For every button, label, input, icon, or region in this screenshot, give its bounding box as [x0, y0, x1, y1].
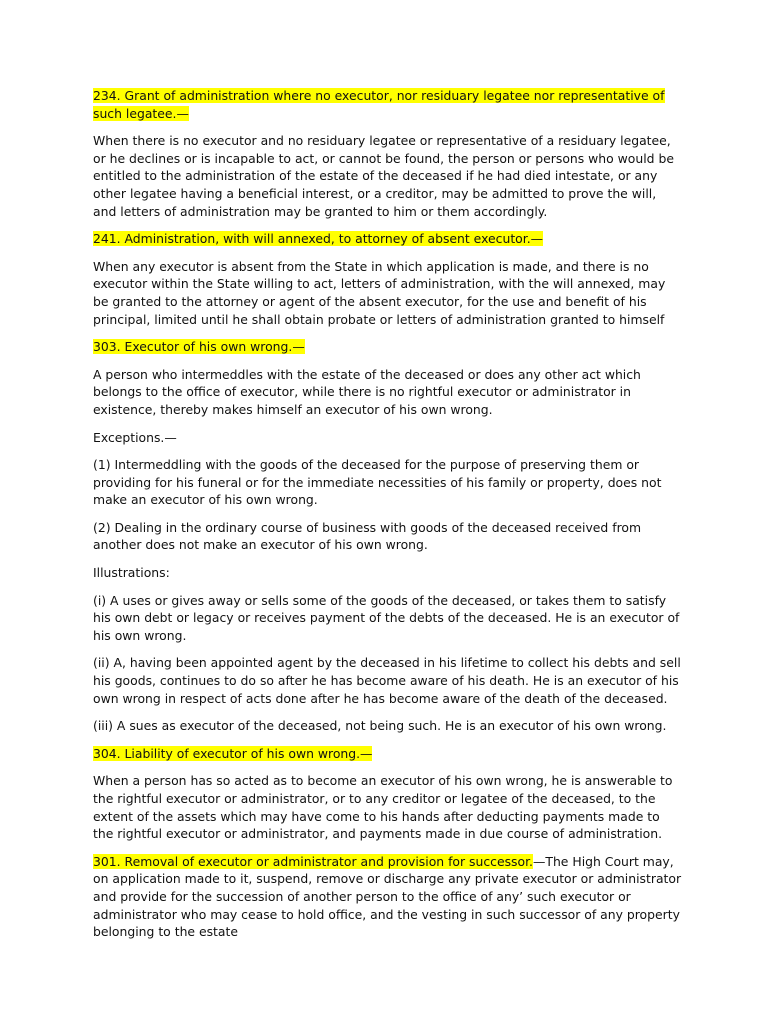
section-303-illustration-i: (i) A uses or gives away or sells some of the goods of the deceased, or takes them to satisfy his own debt or legacy or receives payment of the debts of the deceased. He is an executor of his own wrong. [93, 592, 680, 643]
highlighted-text: 301. Removal of executor or administrator and provision for successor. [93, 853, 533, 869]
section-303-heading [93, 338, 683, 356]
section-234-paragraph: When there is no executor and no residuary legatee or representative of a residuary legatee, or he declines or is incapable to act, or cannot be found, the person or persons who would be entitled to the administration of the estate of the deceased if he had died intestate, or any other legatee having a beneficial interest, or a creditor, may be admitted to prove the will, and letters of administration may be granted to him or them accordingly. [93, 133, 674, 219]
section-301-body: —The High Court may, on application made to it, suspend, remove or discharge any private executor or administrator and provide for the succession of another person to the office of any’ such executor or administrator who may cease to hold office, and the vesting in such successor of any property belonging to the estate [93, 853, 682, 940]
document-body [93, 87, 683, 951]
highlighted-text: 303. Executor of his own wrong.— [93, 339, 305, 355]
section-303-exception-1: (1) Intermeddling with the goods of the deceased for the purpose of preserving them or providing for his funeral or for the immediate necessities of his family or property, does not make an executor of his own wrong. [93, 457, 662, 508]
section-234-heading [93, 87, 683, 122]
section-303-illustration-ii: (ii) A, having been appointed agent by the deceased in his lifetime to collect his debts and sell his goods, continues to do so after he has become aware of his death. He is an executor of his own wrong in respect of acts done after he has become aware of the death of the deceased. [93, 655, 681, 706]
section-241-paragraph: When any executor is absent from the State in which application is made, and there is no executor within the State willing to act, letters of administration, with the will annexed, may be granted to the attorney or agent of the absent executor, for the use and benefit of his principal, limited until he shall obtain probate or letters of administration granted to himself [93, 258, 666, 327]
section-303-exceptions-label: Exceptions.— [93, 429, 177, 445]
section-303-illustration-iii: (iii) A sues as executor of the deceased, not being such. He is an executor of his own wrong. [93, 718, 667, 734]
highlighted-text: 241. Administration, with will annexed, to attorney of absent executor.— [93, 231, 544, 247]
highlighted-text: 304. Liability of executor of his own wrong.— [93, 745, 373, 761]
section-304-heading [93, 745, 683, 763]
section-304-paragraph: When a person has so acted as to become an executor of his own wrong, he is answerable to the rightful executor or administrator, or to any creditor or legatee of the deceased, to the extent of the assets which may have come to his hands after deducting payments made to the rightful executor or administrator, and payments made in due course of administration. [93, 773, 673, 842]
section-301-paragraph [93, 853, 683, 941]
section-303-illustrations-label: Illustrations: [93, 565, 170, 581]
highlighted-text: 234. Grant of administration where no executor, nor residuary legatee nor representative of such legatee.— [93, 88, 665, 121]
section-303-paragraph: A person who intermeddles with the estate of the deceased or does any other act which belongs to the office of executor, while there is no rightful executor or administrator in existence, thereby makes himself an executor of his own wrong. [93, 366, 641, 417]
section-241-heading [93, 230, 683, 248]
section-303-exception-2: (2) Dealing in the ordinary course of business with goods of the deceased received from another does not make an executor of his own wrong. [93, 519, 642, 553]
